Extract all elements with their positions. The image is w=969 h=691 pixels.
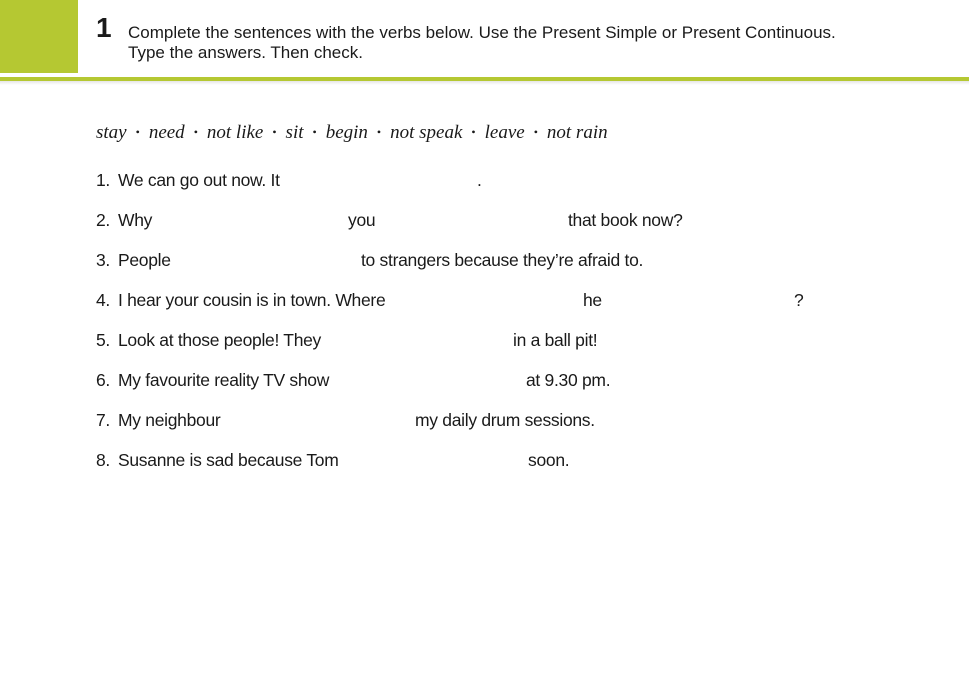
word-bank-item: not rain	[546, 122, 608, 143]
answer-input-4a[interactable]	[394, 289, 578, 311]
sentence-number: 2.	[96, 210, 110, 230]
sentence-7	[96, 407, 876, 433]
sentence-text: I hear your cousin is in town. Where	[118, 290, 386, 310]
sentence-text: to strangers because they’re afraid to.	[361, 250, 644, 270]
word-bank-separator: •	[471, 125, 476, 139]
sentence-2	[96, 207, 876, 233]
exercise-accent-block	[0, 0, 78, 73]
sentence-text: ?	[794, 290, 804, 310]
sentence-8	[96, 447, 876, 473]
answer-input-4b[interactable]	[606, 289, 792, 311]
sentence-text: in a ball pit!	[513, 330, 598, 350]
word-bank-separator: •	[193, 125, 198, 139]
sentence-3	[96, 247, 876, 273]
sentence-text: soon.	[528, 450, 570, 470]
answer-input-6[interactable]	[338, 369, 524, 391]
sentence-text: .	[477, 170, 482, 190]
word-bank-item: sit	[285, 122, 304, 143]
sentence-text: We can go out now. It	[118, 170, 280, 190]
sentence-text: you	[348, 210, 376, 230]
sentence-number: 7.	[96, 410, 110, 430]
sentence-text: he	[583, 290, 602, 310]
word-bank-item: not speak	[390, 122, 463, 143]
answer-input-1[interactable]	[288, 169, 474, 191]
sentence-text: Why	[118, 210, 153, 230]
word-bank-item: not like	[206, 122, 264, 143]
instruction-line-1: Complete the sentences with the verbs below. Use the Present Simple or Present Continuous.	[128, 23, 836, 42]
answer-input-3[interactable]	[172, 249, 358, 271]
word-bank-separator: •	[312, 125, 317, 139]
word-bank-separator: •	[272, 125, 277, 139]
word-bank-item: need	[148, 122, 185, 143]
sentence-text: People	[118, 250, 171, 270]
sentence-number: 4.	[96, 290, 110, 310]
exercise-instruction	[128, 23, 836, 63]
sentence-text: my daily drum sessions.	[415, 410, 595, 430]
sentence-text: My neighbour	[118, 410, 221, 430]
word-bank-item: stay	[96, 122, 127, 143]
exercise-number: 1	[96, 12, 112, 43]
sentence-text: at 9.30 pm.	[526, 370, 611, 390]
sentence-number: 3.	[96, 250, 110, 270]
word-bank-item: leave	[484, 122, 525, 143]
header-divider-shadow	[0, 81, 969, 85]
sentence-text: Susanne is sad because Tom	[118, 450, 339, 470]
sentence-1	[96, 167, 876, 193]
word-bank-item: begin	[325, 122, 368, 143]
sentence-text: Look at those people! They	[118, 330, 322, 350]
sentence-6	[96, 367, 876, 393]
sentence-text: that book now?	[568, 210, 683, 230]
answer-input-8[interactable]	[338, 449, 524, 471]
sentence-number: 6.	[96, 370, 110, 390]
instruction-line-2: Type the answers. Then check.	[128, 43, 363, 62]
word-bank-separator: •	[376, 125, 382, 139]
sentence-4	[96, 287, 876, 313]
sentence-text: My favourite reality TV show	[118, 370, 330, 390]
answer-input-2b[interactable]	[380, 209, 566, 231]
answer-input-7[interactable]	[226, 409, 412, 431]
sentence-number: 5.	[96, 330, 110, 350]
sentence-5	[96, 327, 876, 353]
word-bank	[96, 122, 608, 144]
answer-input-2a[interactable]	[158, 209, 344, 231]
word-bank-separator: •	[533, 125, 538, 139]
sentence-number: 8.	[96, 450, 110, 470]
word-bank-separator: •	[135, 125, 140, 139]
sentence-number: 1.	[96, 170, 110, 190]
answer-input-5[interactable]	[324, 329, 510, 351]
